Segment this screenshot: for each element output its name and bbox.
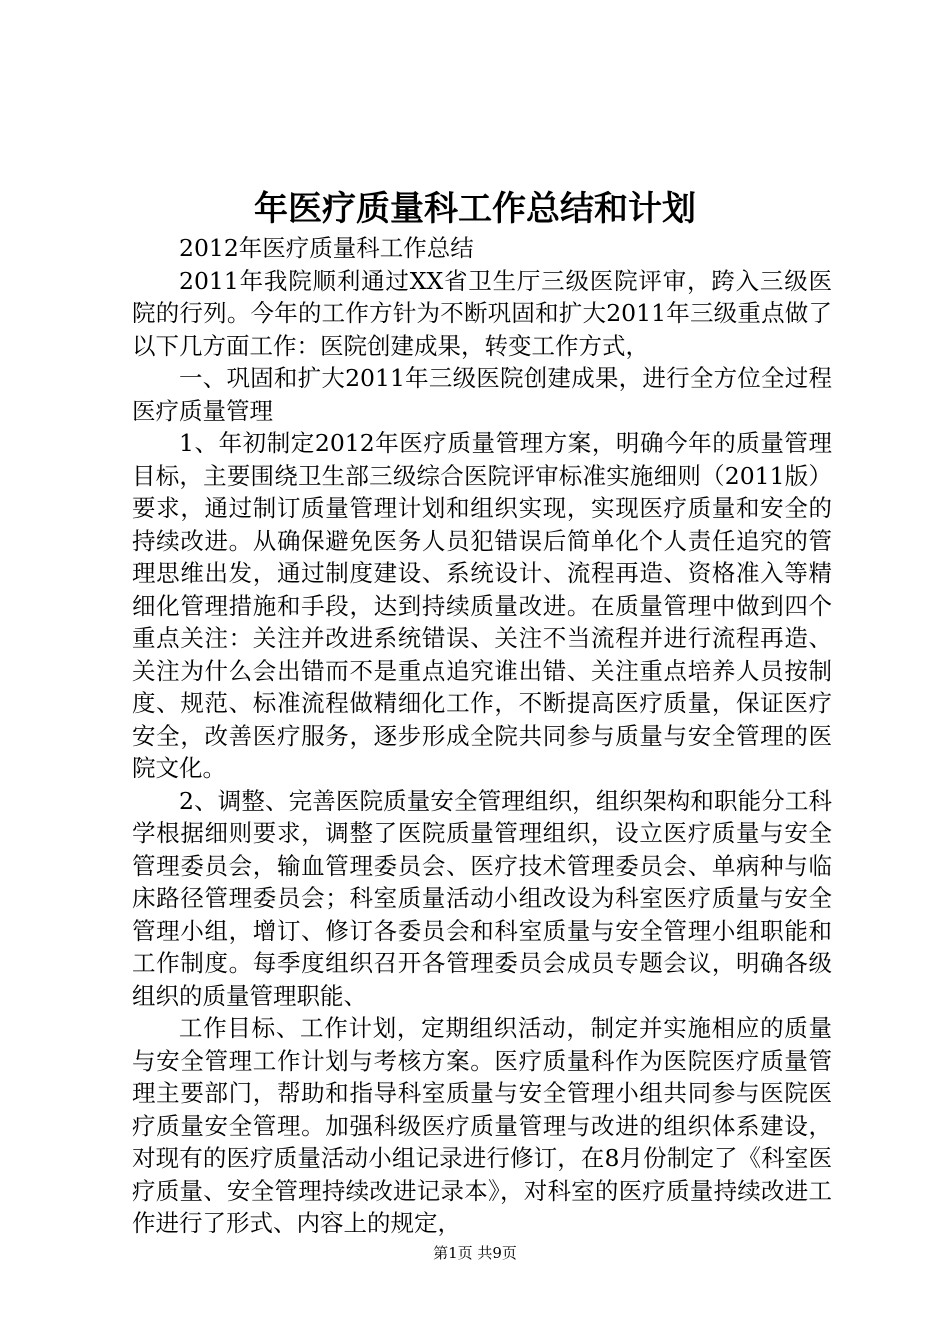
paragraph-item-2: 2、调整、完善医院质量安全管理组织，组织架构和职能分工科学根据细则要求，调整了医院质量管理组织，设立医疗质量与安全管理委员会，输血管理委员会、医疗技术管理委员会、单病种与临床路径管理委员会；科室质量活动小组改设为科室医疗质量与安全管理小组，增订、修订各委员会和科室质量与安全管理小组职能和工作制度。每季度组织召开各管理委员会成员专题会议，明确各级组织的质量管理职能、 bbox=[132, 786, 832, 1010]
paragraph-item-1: 1、年初制定2012年医疗质量管理方案，明确今年的质量管理目标，主要围绕卫生部三级综合医院评审标准实施细则（2011版）要求，通过制订质量管理计划和组织实现，实现医疗质量和安全的持续改进。从确保避免医务人员犯错误后简单化个人责任追究的管理思维出发，通过制度建设、系统设计、流程再造、资格准入等精细化管理措施和手段，达到持续质量改进。在质量管理中做到四个重点关注：关注并改进系统错误、关注不当流程并进行流程再造、关注为什么会出错而不是重点追究谁出错、关注重点培养人员按制度、规范、标准流程做精细化工作，不断提高医疗质量，保证医疗安全，改善医疗服务，逐步形成全院共同参与质量与安全管理的医院文化。 bbox=[132, 429, 832, 782]
page-number-footer: 第1页 共9页 bbox=[433, 1244, 517, 1262]
paragraph-continuation: 工作目标、工作计划，定期组织活动，制定并实施相应的质量与安全管理工作计划与考核方案。医疗质量科作为医院医疗质量管理主要部门，帮助和指导科室质量与安全管理小组共同参与医院医疗质量安全管理。加强科级医疗质量管理与改进的组织体系建设，对现有的医疗质量活动小组记录进行修订，在8月份制定了《科室医疗质量、安全管理持续改进记录本》，对科室的医疗质量持续改进工作进行了形式、内容上的规定， bbox=[132, 1014, 832, 1237]
paragraph-subtitle: 2012年医疗质量科工作总结 bbox=[179, 234, 474, 262]
paragraph-intro: 2011年我院顺利通过XX省卫生厅三级医院评审，跨入三级医院的行列。今年的工作方针为不断巩固和扩大2011年三级重点做了以下几方面工作：医院创建成果，转变工作方式， bbox=[132, 266, 832, 360]
document-body bbox=[132, 232, 832, 1240]
paragraph-section-heading: 一、巩固和扩大2011年三级医院创建成果，进行全方位全过程医疗质量管理 bbox=[132, 364, 832, 425]
document-title: 年医疗质量科工作总结和计划 bbox=[254, 189, 696, 229]
